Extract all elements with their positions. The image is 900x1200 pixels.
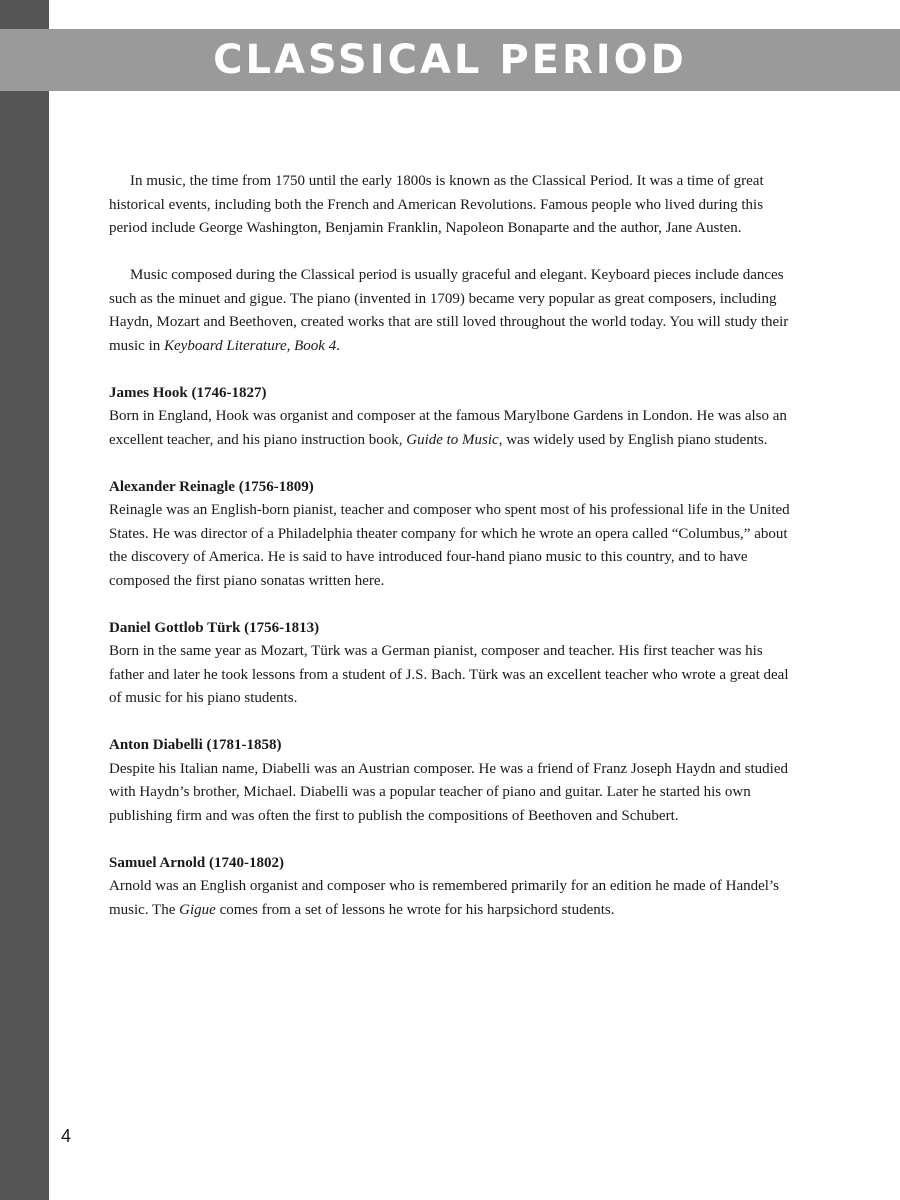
- book-title: Keyboard Literature, Book 4: [164, 337, 337, 354]
- composer-name: Anton Diabelli (1781-1858): [109, 737, 282, 753]
- page-title: CLASSICAL PERIOD: [213, 37, 687, 83]
- intro-paragraph-2-end: .: [336, 337, 340, 354]
- book-title: Guide to Music: [406, 431, 499, 448]
- composer-description: Despite his Italian name, Diabelli was an Austrian composer. He was a friend of Franz Joseph Haydn and studied with Haydn’s brother, Michael. Diabelli was a popular teacher of piano and guitar. Later he started his own publishing firm and was often the first to publish the compositions of Beethoven and Schubert.: [109, 760, 788, 824]
- composer-bio-hook: [109, 382, 794, 453]
- page-number: 4: [61, 1126, 72, 1146]
- composer-bio-turk: [109, 617, 794, 711]
- description-end: , was widely used by English piano students.: [498, 431, 768, 448]
- composer-description: Born in the same year as Mozart, Türk was a German pianist, composer and teacher. His first teacher was his father and later he took lessons from a student of J.S. Bach. Türk was an excellent teacher who wrote a great deal of music for his piano students.: [109, 643, 789, 706]
- composer-description: [109, 875, 794, 922]
- piece-title: Gigue: [179, 901, 216, 918]
- composer-bio-reinagle: [109, 476, 794, 594]
- composer-name: Alexander Reinagle (1756-1809): [109, 478, 314, 495]
- intro-paragraph-1: In music, the time from 1750 until the early 1800s is known as the Classical Period. It was a time of great historical events, including both the French and American Revolutions. Famous people who lived during this period include George Washington, Benjamin Franklin, Napoleon Bonaparte and the author, Jane Austen.: [109, 173, 764, 236]
- composer-description: [109, 405, 794, 452]
- composer-name: Daniel Gottlob Türk (1756-1813): [109, 619, 320, 636]
- description-text: Born in England, Hook was organist and composer at the famous Marylbone Gardens in London. He was also an excellent teacher, and his piano instruction book,: [109, 408, 787, 448]
- page-content: [109, 170, 794, 946]
- intro-paragraph-2: [109, 264, 794, 358]
- composer-bio-arnold: [109, 852, 794, 923]
- left-margin-bar: [0, 0, 49, 1200]
- description-end: comes from a set of lessons he wrote for his harpsichord students.: [215, 901, 615, 918]
- composer-bio-diabelli: [109, 734, 794, 828]
- composer-description: Reinagle was an English-born pianist, teacher and composer who spent most of his professional life in the United States. He was director of a Philadelphia theater company for which he wrote an opera called “Columbus,” about the discovery of America. He is said to have introduced four-hand piano music to this country, and to have composed the first piano sonatas written here.: [109, 502, 790, 589]
- composer-name: James Hook (1746-1827): [109, 384, 267, 401]
- description-text: Arnold was an English organist and composer who is remembered primarily for an edition he made of Handel’s music. The: [109, 878, 779, 918]
- intro-paragraph-2-text: Music composed during the Classical period is usually graceful and elegant. Keyboard pieces include dances such as the minuet and gigue. The piano (invented in 1709) became very popular as great composers, including Haydn, Mozart and Beethoven, created works that are still loved throughout the world today. You will study their music in: [109, 267, 789, 354]
- composer-name: Samuel Arnold (1740-1802): [109, 854, 285, 871]
